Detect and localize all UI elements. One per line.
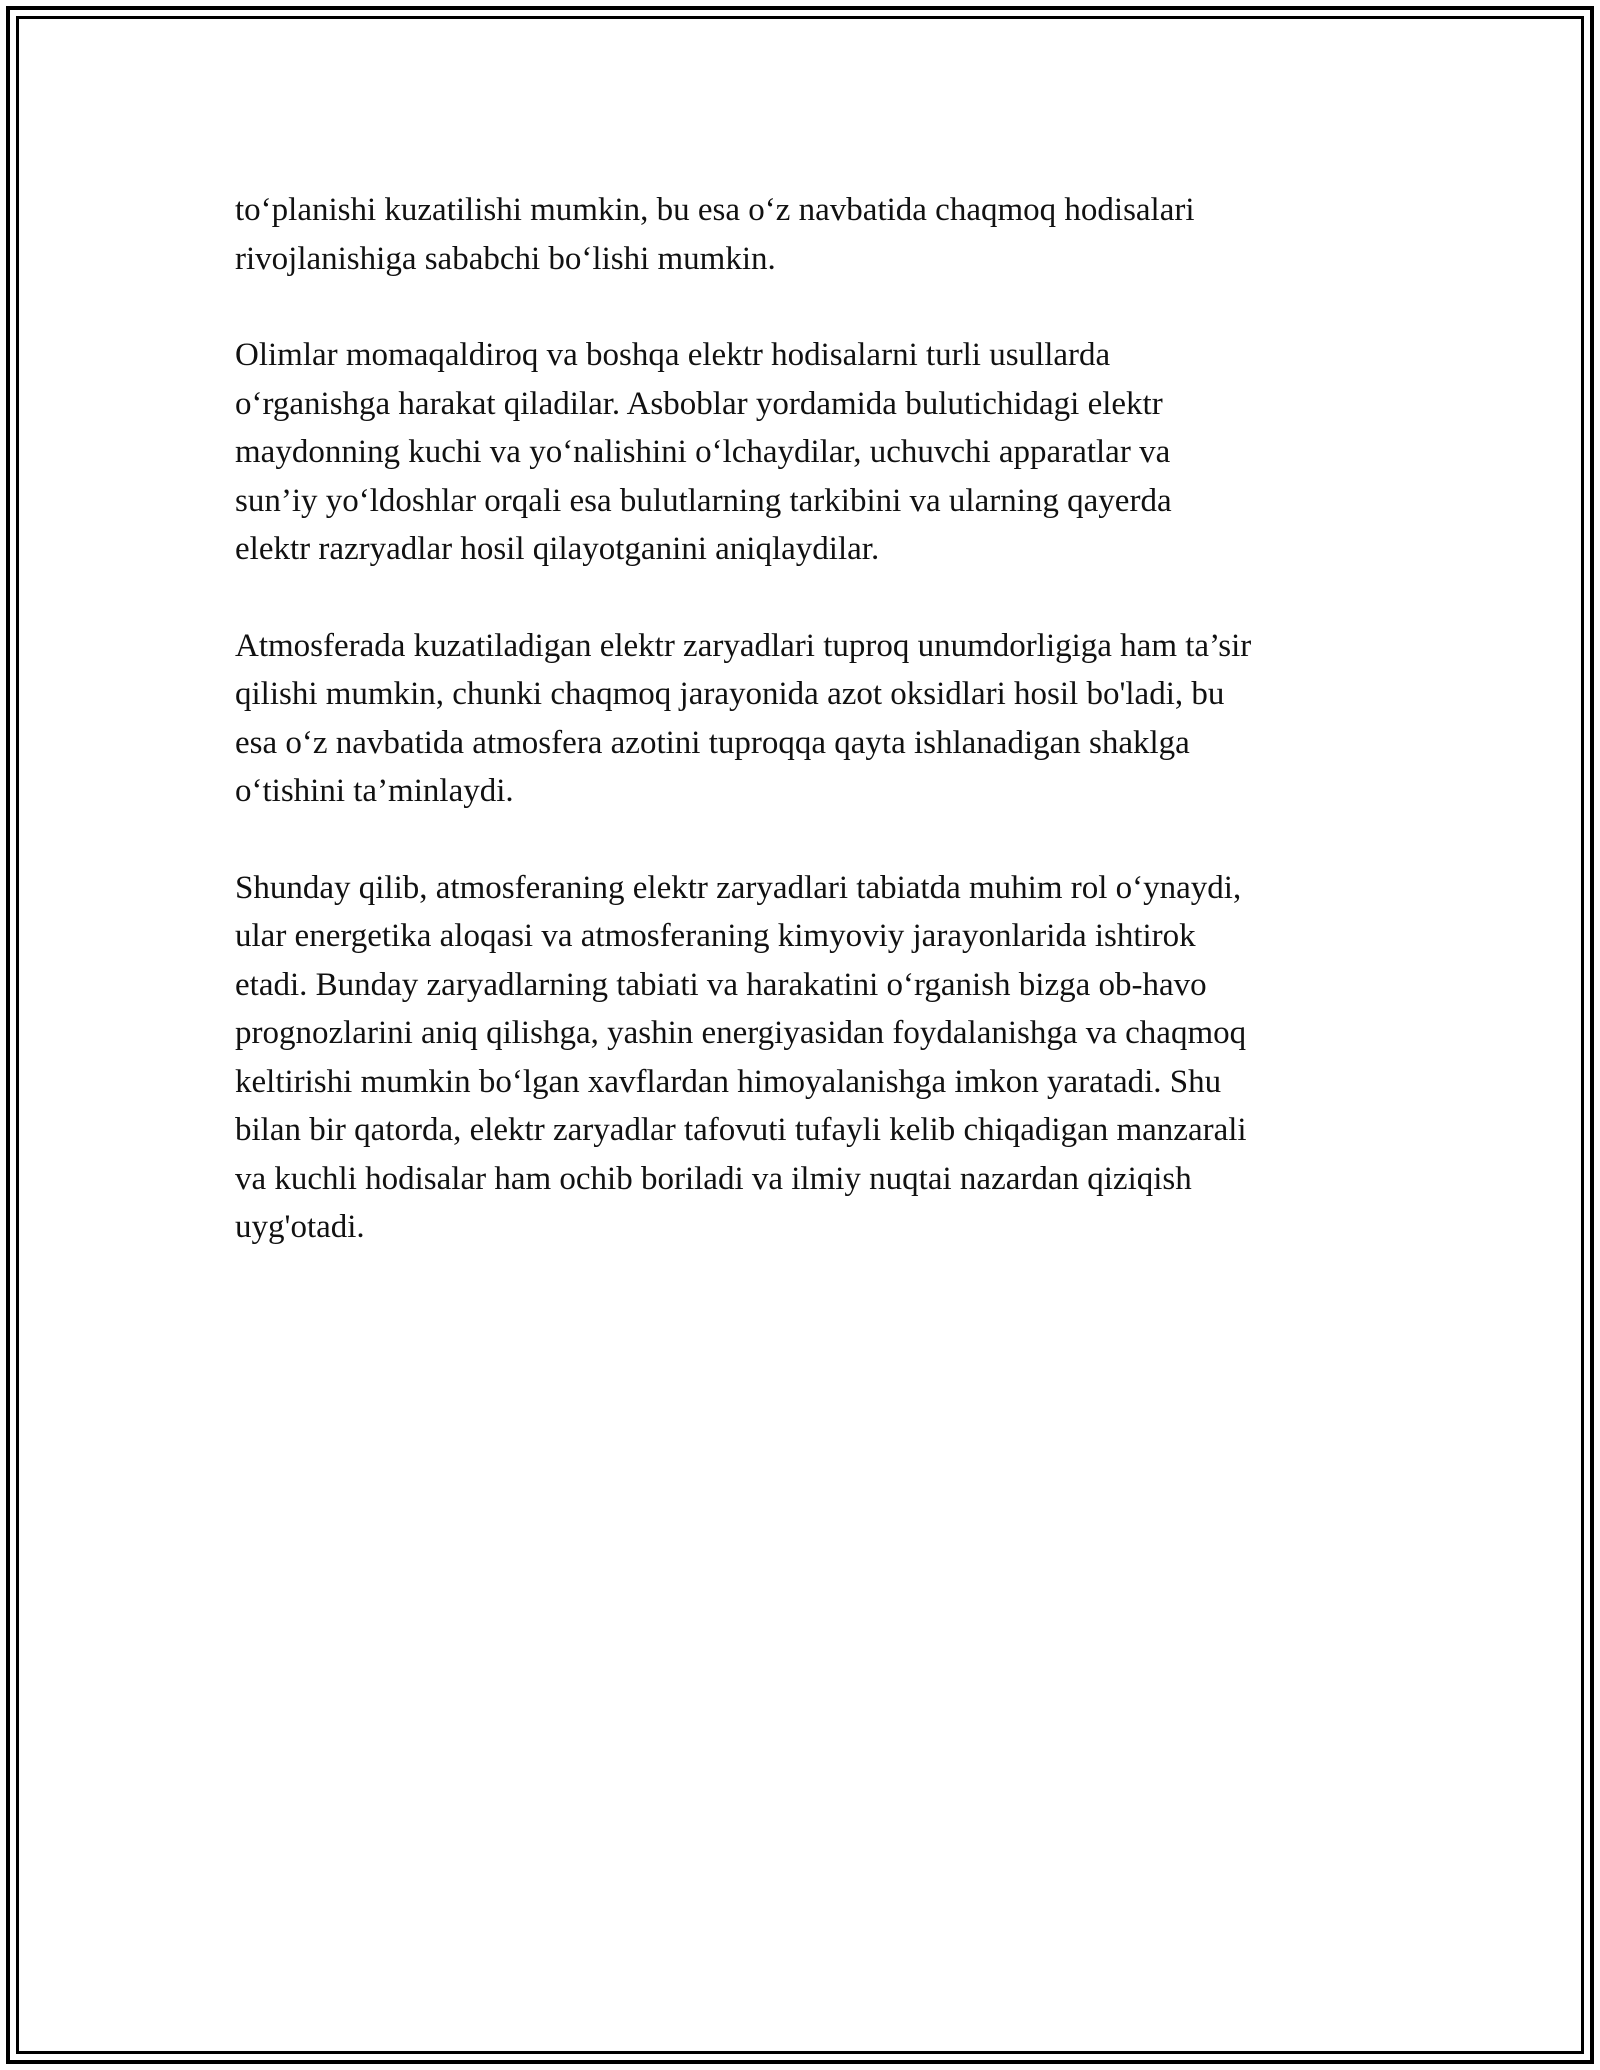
paragraph-2: Olimlar momaqaldiroq va boshqa elektr hodisalarni turli usullarda o‘rganishga harakat qiladilar. Asboblar yordamida bulutichidagi elektr maydonning kuchi va yo‘nalishini o‘lchaydilar, uchuvchi apparatlar va sun’iy yo‘ldoshlar orqali esa bulutlarning tarkibini va ularning qayerda elektr razryadlar hosil qilayotganini aniqlaydilar. — [235, 337, 1172, 567]
document-body — [235, 186, 1375, 1300]
paragraph-4: Shunday qilib, atmosferaning elektr zaryadlari tabiatda muhim rol o‘ynaydi, ular energetika aloqasi va atmosferaning kimyoviy jarayonlarida ishtirok etadi. Bunday zaryadlarning tabiati va harakatini o‘rganish bizga ob-havo prognozlarini aniq qilishga, yashin energiyasidan foydalanishga va chaqmoq keltirishi mumkin bo‘lgan xavflardan himoyalanishga imkon yaratadi. Shu bilan bir qatorda, elektr zaryadlar tafovuti tufayli kelib chiqadigan manzarali va kuchli hodisalar ham ochib boriladi va ilmiy nuqtai nazardan qiziqish uyg'otadi. — [235, 869, 1247, 1245]
paragraph-3: Atmosferada kuzatiladigan elektr zaryadlari tuproq unumdorligiga ham ta’sir qilishi mumkin, chunki chaqmoq jarayonida azot oksidlari hosil bo'ladi, bu esa o‘z navbatida atmosfera azotini tuproqqa qayta ishlanadigan shaklga o‘tishini ta’minlaydi. — [235, 627, 1252, 809]
paragraph-1: to‘planishi kuzatilishi mumkin, bu esa o‘z navbatida chaqmoq hodisalari rivojlanishiga sababchi bo‘lishi mumkin. — [235, 192, 1195, 277]
